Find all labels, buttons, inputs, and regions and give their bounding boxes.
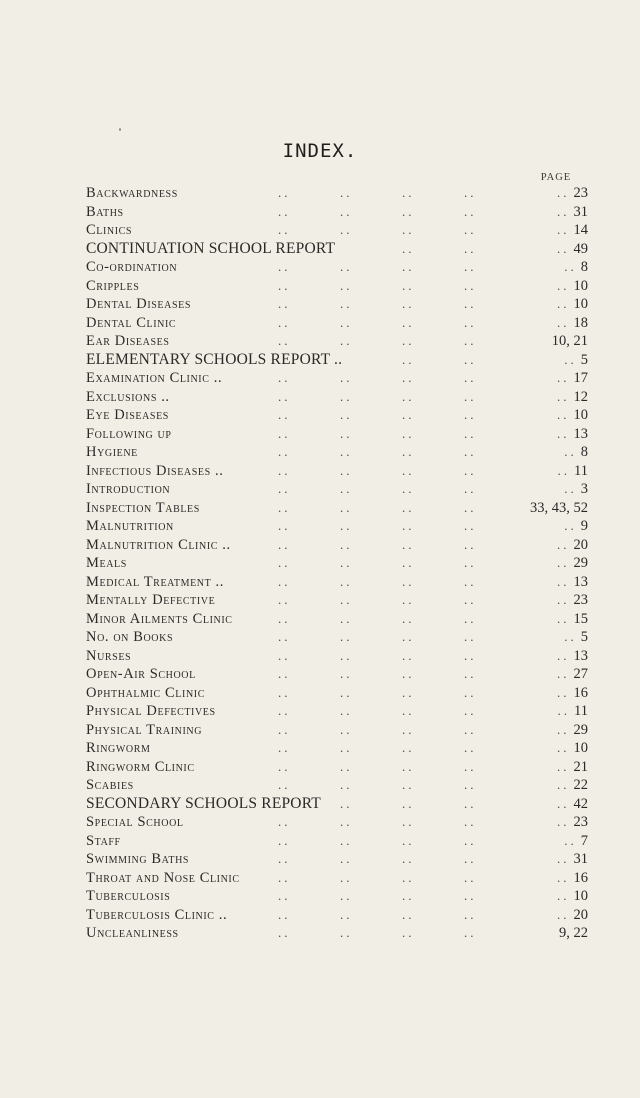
index-entry <box>86 850 588 869</box>
leader-dots: .. .. .. .. <box>278 610 477 626</box>
leader-dots: .. .. .. .. <box>278 851 477 866</box>
page-leader-dots: .. <box>557 425 570 441</box>
index-entry-label: Malnutrition Clinic .. <box>86 536 231 553</box>
index-entry-label: Mentally Defective <box>86 592 216 608</box>
page-leader-dots: .. <box>557 314 570 330</box>
page-leader-dots: .. <box>557 610 570 626</box>
index-entry-label: Open-Air School <box>86 666 196 682</box>
leader-dots: .. .. .. .. <box>278 314 477 330</box>
index-entry-page <box>557 425 588 444</box>
index-entry <box>86 869 588 888</box>
index-entry-page <box>557 295 588 314</box>
index-entry <box>86 554 588 573</box>
index-entry <box>86 369 588 388</box>
index-entry <box>86 628 588 647</box>
page-leader-dots: .. <box>557 185 570 200</box>
index-entry <box>86 425 588 444</box>
page-number: 16 <box>573 684 588 701</box>
index-entry-label: Medical Treatment .. <box>86 573 224 590</box>
index-entry-page <box>557 758 588 777</box>
leader-dots: .. .. .. <box>340 795 477 811</box>
index-entry-page <box>557 610 588 629</box>
index-entry-label: Meals <box>86 555 127 571</box>
index-entry <box>86 517 588 536</box>
leader-dots: .. .. .. .. <box>278 388 477 404</box>
index-entry-page <box>564 258 588 277</box>
page-number: 42 <box>573 795 588 812</box>
leader-dots: .. .. .. .. <box>278 407 477 422</box>
index-entry <box>86 573 588 592</box>
index-entry <box>86 406 588 425</box>
page-leader-dots: .. <box>557 462 571 478</box>
index-entry-label: Baths <box>86 203 124 220</box>
page-leader-dots: .. <box>564 351 577 367</box>
index-entry-label: Hygiene <box>86 444 138 460</box>
page-number: 10 <box>573 277 588 294</box>
leader-dots: .. .. .. .. <box>278 444 477 459</box>
page-leader-dots: .. <box>557 740 570 755</box>
page-number: 13 <box>573 647 588 664</box>
index-entry-page <box>564 443 588 462</box>
leader-dots: .. .. .. .. <box>278 832 477 848</box>
index-entry <box>86 258 588 277</box>
leader-dots: .. .. <box>402 240 477 256</box>
index-entry <box>86 591 588 610</box>
leader-dots: .. .. .. .. <box>278 277 477 293</box>
index-entry <box>86 776 588 795</box>
page-leader-dots: .. <box>557 296 570 311</box>
leader-dots: .. .. .. .. <box>278 721 477 737</box>
index-entry-page <box>557 221 588 240</box>
index-entry-label: Ringworm <box>86 740 151 756</box>
leader-dots: .. .. .. .. <box>278 259 477 274</box>
leader-dots: .. .. .. .. <box>278 906 477 922</box>
index-entry <box>86 462 588 481</box>
index-entry-page <box>557 369 588 388</box>
page-number: 49 <box>573 240 588 257</box>
page-number: 11 <box>574 462 588 479</box>
page-leader-dots: .. <box>557 777 570 792</box>
page-number: 7 <box>580 832 588 849</box>
index-entry-page <box>552 332 588 351</box>
index-entry-label: Scabies <box>86 777 134 793</box>
leader-dots: .. .. .. .. <box>278 684 477 700</box>
leader-dots: .. .. .. .. <box>278 481 477 496</box>
index-entry-page <box>557 739 588 758</box>
leader-dots: .. .. .. .. <box>278 740 477 755</box>
index-entry-label: Ringworm Clinic <box>86 758 195 775</box>
index-entry-label: Backwardness <box>86 185 178 201</box>
index-entry-label: Staff <box>86 832 121 849</box>
leader-dots: .. .. .. .. <box>278 888 477 903</box>
index-entry-page <box>557 184 588 203</box>
index-entry <box>86 795 588 814</box>
page-number: 22 <box>573 777 588 793</box>
index-entry-label: CONTINUATION SCHOOL REPORT <box>86 239 336 257</box>
page-number: 13 <box>573 573 588 590</box>
page-number: 9 <box>580 518 588 534</box>
index-entry-label: Inspection Tables <box>86 499 200 516</box>
leader-dots: .. .. .. .. <box>278 925 477 940</box>
page-number: 16 <box>573 869 588 886</box>
page-leader-dots: .. <box>557 407 570 422</box>
index-entry-label: Cripples <box>86 277 140 294</box>
index-entry-label: Nurses <box>86 647 132 664</box>
page-number: 12 <box>573 388 588 405</box>
page-number: 23 <box>573 814 588 830</box>
page-leader-dots: .. <box>564 629 577 644</box>
leader-dots: .. .. .. .. <box>278 370 477 385</box>
index-entry <box>86 443 588 462</box>
page-number: 33, 43, 52 <box>530 499 588 516</box>
page-leader-dots: .. <box>557 906 570 922</box>
page-title: INDEX. <box>282 140 358 162</box>
index-entry <box>86 332 588 351</box>
index-entry <box>86 906 588 925</box>
page-leader-dots: .. <box>557 851 570 866</box>
index-entry-label: No. on Books <box>86 629 174 645</box>
index-entry <box>86 480 588 499</box>
index-entry <box>86 813 588 832</box>
index-entry <box>86 739 588 758</box>
leader-dots: .. .. .. .. <box>278 777 477 792</box>
page-number: 31 <box>573 203 588 220</box>
page-number: 29 <box>573 721 588 738</box>
index-entry <box>86 832 588 851</box>
page-leader-dots: .. <box>557 814 570 829</box>
page-number: 10 <box>573 296 588 312</box>
index-entry-label: Ear Diseases <box>86 333 170 349</box>
page-leader-dots: .. <box>557 592 570 607</box>
page-leader-dots: .. <box>557 666 570 681</box>
index-entry-label: Tuberculosis Clinic .. <box>86 906 228 923</box>
index-entry-label: Tuberculosis <box>86 888 171 904</box>
page-leader-dots: .. <box>564 481 577 496</box>
index-entry-label: Dental Clinic <box>86 314 177 331</box>
page-number: 20 <box>573 536 588 553</box>
page-number: 3 <box>580 481 588 497</box>
index-entry <box>86 702 588 721</box>
index-entry <box>86 536 588 555</box>
leader-dots: .. .. .. .. <box>278 573 477 589</box>
index-entry-label: Following up <box>86 425 172 442</box>
index-entry <box>86 240 588 259</box>
page-leader-dots: .. <box>557 277 570 293</box>
index-entry-label: Co-ordination <box>86 259 178 275</box>
page-number: 10 <box>573 888 588 904</box>
index-entry-label: Eye Diseases <box>86 407 169 423</box>
index-entry-page <box>557 536 588 555</box>
index-entry-page <box>557 314 588 333</box>
index-entry-page <box>557 684 588 703</box>
index-entry-label: ELEMENTARY SCHOOLS REPORT .. <box>86 350 343 368</box>
index-entry-page <box>557 240 588 259</box>
leader-dots: .. .. .. .. <box>278 333 477 348</box>
leader-dots: .. .. .. .. <box>278 869 477 885</box>
index-entry <box>86 665 588 684</box>
index-entry-label: Clinics <box>86 222 133 238</box>
index-entry <box>86 295 588 314</box>
index-entry-page <box>557 776 588 795</box>
index-entry <box>86 184 588 203</box>
page-number: 8 <box>580 444 588 460</box>
index-entry <box>86 221 588 240</box>
index-entry-page <box>557 406 588 425</box>
index-entry <box>86 758 588 777</box>
index-list <box>86 184 588 943</box>
page-number: 5 <box>580 629 588 645</box>
index-entry-label: Physical Defectives <box>86 703 216 719</box>
paper-speck <box>119 128 121 131</box>
index-entry <box>86 203 588 222</box>
index-entry-page <box>557 277 588 296</box>
index-entry-label: Malnutrition <box>86 518 174 534</box>
leader-dots: .. .. .. .. <box>278 185 477 200</box>
index-entry-label: Ophthalmic Clinic <box>86 684 205 701</box>
page-leader-dots: .. <box>557 555 570 570</box>
page-leader-dots: .. <box>557 536 570 552</box>
page-number: 11 <box>574 703 588 719</box>
index-entry-label: Special School <box>86 814 184 830</box>
page-number: 14 <box>573 222 588 238</box>
index-entry-page <box>557 573 588 592</box>
page-number: 23 <box>573 592 588 608</box>
leader-dots: .. .. .. .. <box>278 703 477 718</box>
leader-dots: .. .. .. .. <box>278 814 477 829</box>
index-entry-label: Examination Clinic .. <box>86 370 223 386</box>
leader-dots: .. .. .. .. <box>278 629 477 644</box>
index-entry-page <box>558 462 588 481</box>
leader-dots: .. .. .. .. <box>278 758 477 774</box>
page-number: 23 <box>573 185 588 201</box>
index-entry-page <box>557 906 588 925</box>
index-entry-page <box>557 203 588 222</box>
index-entry <box>86 388 588 407</box>
index-entry <box>86 610 588 629</box>
page-leader-dots: .. <box>557 388 570 404</box>
leader-dots: .. .. <box>402 351 477 367</box>
leader-dots: .. .. .. .. <box>278 296 477 311</box>
page-number: 27 <box>573 666 588 682</box>
page-number: 15 <box>573 610 588 627</box>
leader-dots: .. .. .. .. <box>278 518 477 533</box>
index-entry <box>86 684 588 703</box>
index-entry-page <box>557 795 588 814</box>
leader-dots: .. .. .. .. <box>278 666 477 681</box>
page-leader-dots: .. <box>557 573 570 589</box>
index-entry <box>86 314 588 333</box>
index-entry-page <box>557 591 588 610</box>
leader-dots: .. .. .. .. <box>278 222 477 237</box>
index-entry-page <box>557 887 588 906</box>
page-leader-dots: .. <box>564 832 577 848</box>
page-leader-dots: .. <box>557 703 571 718</box>
index-entry-label: Infectious Diseases .. <box>86 462 224 479</box>
page-number: 21 <box>573 758 588 775</box>
index-entry <box>86 924 588 943</box>
index-entry-label: Dental Diseases <box>86 296 191 312</box>
page-number: 20 <box>573 906 588 923</box>
index-entry-page <box>530 499 588 518</box>
page-number: 31 <box>573 851 588 867</box>
page-leader-dots: .. <box>557 647 570 663</box>
page-number: 29 <box>573 555 588 571</box>
index-entry-page <box>564 628 588 647</box>
index-entry-page <box>557 813 588 832</box>
index-entry-page <box>557 388 588 407</box>
index-entry-label: Minor Ailments Clinic <box>86 610 233 627</box>
index-entry <box>86 277 588 296</box>
index-entry-page <box>564 480 588 499</box>
page-leader-dots: .. <box>564 518 577 533</box>
leader-dots: .. .. .. .. <box>278 536 477 552</box>
page-number: 13 <box>573 425 588 442</box>
index-entry-label: Uncleanliness <box>86 925 179 941</box>
index-entry-label: Swimming Baths <box>86 851 190 867</box>
page-number: 8 <box>580 259 588 275</box>
index-entry-page <box>557 647 588 666</box>
page-leader-dots: .. <box>557 222 570 237</box>
page-number: 17 <box>573 370 588 386</box>
leader-dots: .. .. .. .. <box>278 462 477 478</box>
page-leader-dots: .. <box>564 259 577 274</box>
leader-dots: .. .. .. .. <box>278 647 477 663</box>
index-entry-label: Throat and Nose Clinic <box>86 869 240 886</box>
index-entry-label: SECONDARY SCHOOLS REPORT <box>86 794 321 812</box>
page-leader-dots: .. <box>557 684 570 700</box>
leader-dots: .. .. .. .. <box>278 203 477 219</box>
page-number: 10, 21 <box>551 333 588 349</box>
index-entry <box>86 647 588 666</box>
page-leader-dots: .. <box>557 721 570 737</box>
index-entry-label: Introduction <box>86 481 171 497</box>
index-entry-page <box>557 721 588 740</box>
page-leader-dots: .. <box>557 203 570 219</box>
page-leader-dots: .. <box>557 795 570 811</box>
index-entry-page <box>558 702 588 721</box>
index-entry-page <box>564 351 588 370</box>
index-entry-page <box>559 924 588 943</box>
page-leader-dots: .. <box>557 370 570 385</box>
index-entry-page <box>564 832 588 851</box>
page-number: 18 <box>573 314 588 331</box>
page-column-header: PAGE <box>540 172 572 183</box>
index-entry-page <box>557 554 588 573</box>
page-number: 10 <box>573 740 588 756</box>
page-leader-dots: .. <box>557 869 570 885</box>
index-entry-page <box>557 850 588 869</box>
index-entry <box>86 721 588 740</box>
index-entry-page <box>557 869 588 888</box>
index-entry-label: Physical Training <box>86 721 203 738</box>
index-entry <box>86 351 588 370</box>
page-leader-dots: .. <box>557 888 570 903</box>
index-entry-page <box>564 517 588 536</box>
leader-dots: .. .. .. .. <box>278 425 477 441</box>
page-number: 9, 22 <box>559 925 588 941</box>
index-entry <box>86 499 588 518</box>
index-entry <box>86 887 588 906</box>
index-entry-page <box>557 665 588 684</box>
leader-dots: .. .. .. .. <box>278 555 477 570</box>
page-number: 10 <box>573 407 588 423</box>
leader-dots: .. .. .. .. <box>278 499 477 515</box>
page-leader-dots: .. <box>557 758 570 774</box>
page-leader-dots: .. <box>557 240 570 256</box>
leader-dots: .. .. .. .. <box>278 592 477 607</box>
page-number: 5 <box>580 351 588 368</box>
index-entry-label: Exclusions .. <box>86 388 170 405</box>
page-leader-dots: .. <box>564 444 577 459</box>
